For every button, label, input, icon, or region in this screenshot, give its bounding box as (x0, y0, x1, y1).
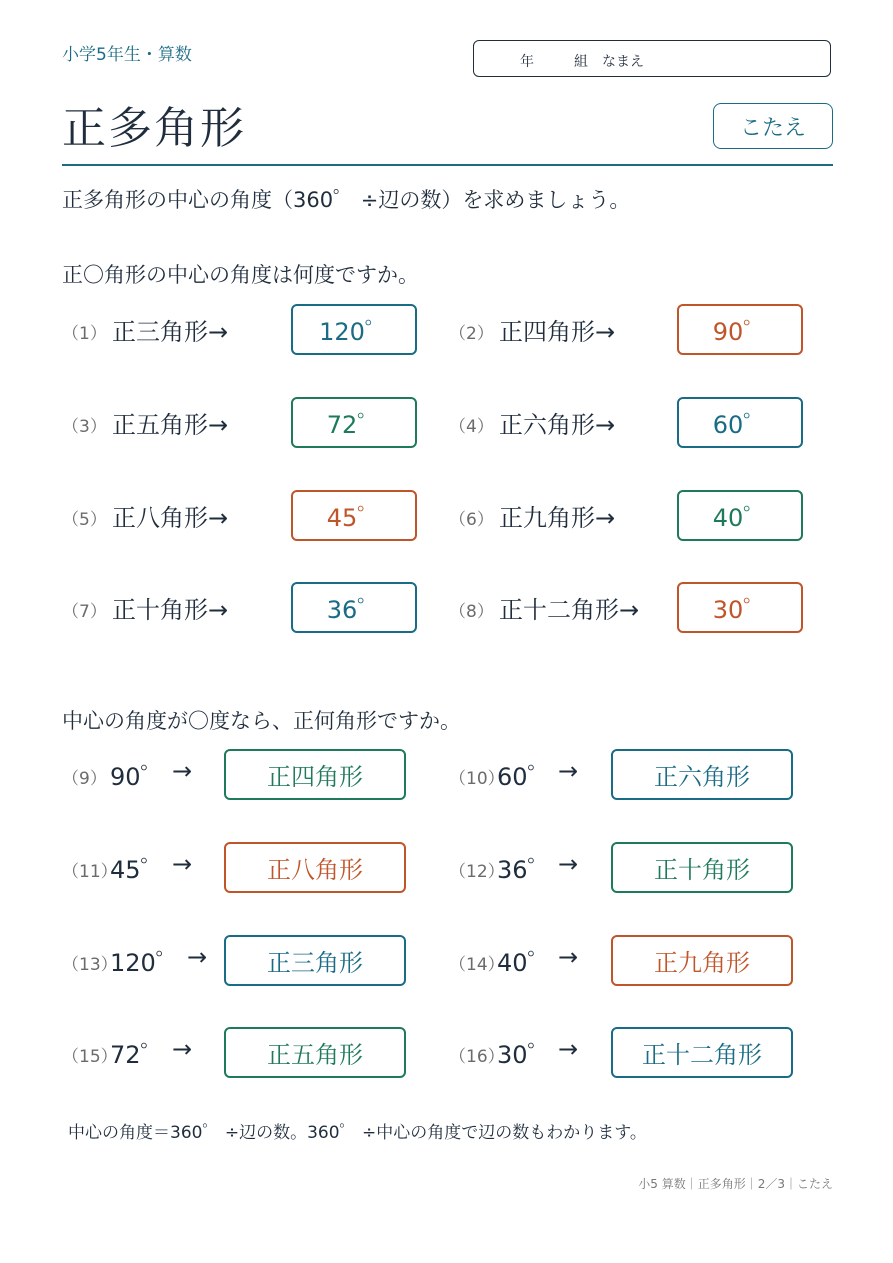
question-number: （14） (449, 955, 505, 975)
question-number: （12） (449, 862, 505, 882)
arrow: → (558, 850, 579, 878)
arrow: → (558, 943, 579, 971)
answer-box: 30゜ (677, 582, 803, 633)
arrow: → (558, 757, 579, 785)
question-text: 正十角形→ (112, 596, 229, 624)
summary-note: 中心の角度＝360゜ ÷辺の数。360゜ ÷中心の角度で辺の数もわかります。 (68, 1123, 647, 1143)
grade-subject: 小学5年生・算数 (62, 45, 192, 65)
question-text: 正三角形→ (112, 318, 229, 346)
question-text: 正八角形→ (112, 504, 229, 532)
question-number: （13） (62, 955, 118, 975)
answer-box: 正九角形 (611, 935, 793, 986)
question-text: 60゜ (497, 763, 552, 791)
question-number: （5） (62, 510, 107, 530)
answer-box: 正三角形 (224, 935, 406, 986)
arrow: → (172, 757, 193, 785)
answer-box: 正十二角形 (611, 1027, 793, 1078)
question-number: （9） (62, 769, 107, 789)
answer-box: 正六角形 (611, 749, 793, 800)
page-title: 正多角形 (62, 103, 246, 154)
question-text: 45゜ (110, 856, 165, 884)
title-divider (62, 164, 833, 166)
answer-box: 60゜ (677, 397, 803, 448)
answer-key-badge: こたえ (713, 103, 833, 149)
question-number: （15） (62, 1047, 118, 1067)
section1-heading: 正〇角形の中心の角度は何度ですか。 (62, 263, 419, 287)
answer-box: 正十角形 (611, 842, 793, 893)
question-number: （11） (62, 862, 118, 882)
question-text: 120゜ (110, 949, 180, 977)
year-label: 年 (520, 54, 534, 70)
question-number: （1） (62, 324, 107, 344)
question-text: 36゜ (497, 856, 552, 884)
answer-box: 36゜ (291, 582, 417, 633)
answer-box: 40゜ (677, 490, 803, 541)
section2-heading: 中心の角度が〇度なら、正何角形ですか。 (62, 709, 461, 733)
question-text: 72゜ (110, 1041, 165, 1069)
answer-box: 72゜ (291, 397, 417, 448)
answer-box: 45゜ (291, 490, 417, 541)
name-label: なまえ (602, 54, 644, 70)
question-text: 正五角形→ (112, 411, 229, 439)
answer-box: 90゜ (677, 304, 803, 355)
arrow: → (172, 1035, 193, 1063)
arrow: → (172, 850, 193, 878)
question-text: 正九角形→ (499, 504, 616, 532)
question-number: （7） (62, 602, 107, 622)
question-number: （6） (449, 510, 494, 530)
answer-box: 正五角形 (224, 1027, 406, 1078)
question-text: 正六角形→ (499, 411, 616, 439)
answer-box: 正四角形 (224, 749, 406, 800)
instruction-text: 正多角形の中心の角度（360゜ ÷辺の数）を求めましょう。 (62, 188, 631, 212)
question-text: 正四角形→ (499, 318, 616, 346)
question-text: 30゜ (497, 1041, 552, 1069)
arrow: → (187, 943, 208, 971)
question-number: （10） (449, 769, 505, 789)
question-text: 40゜ (497, 949, 552, 977)
question-number: （2） (449, 324, 494, 344)
answer-box: 正八角形 (224, 842, 406, 893)
answer-box: 120゜ (291, 304, 417, 355)
question-number: （8） (449, 602, 494, 622)
name-field[interactable] (473, 40, 831, 77)
question-text: 90゜ (110, 763, 165, 791)
page-footer: 小5 算数｜正多角形｜2／3｜こたえ (638, 1177, 833, 1191)
class-label: 組 (574, 54, 588, 70)
question-number: （4） (449, 417, 494, 437)
arrow: → (558, 1035, 579, 1063)
question-number: （16） (449, 1047, 505, 1067)
question-text: 正十二角形→ (499, 596, 640, 624)
question-number: （3） (62, 417, 107, 437)
